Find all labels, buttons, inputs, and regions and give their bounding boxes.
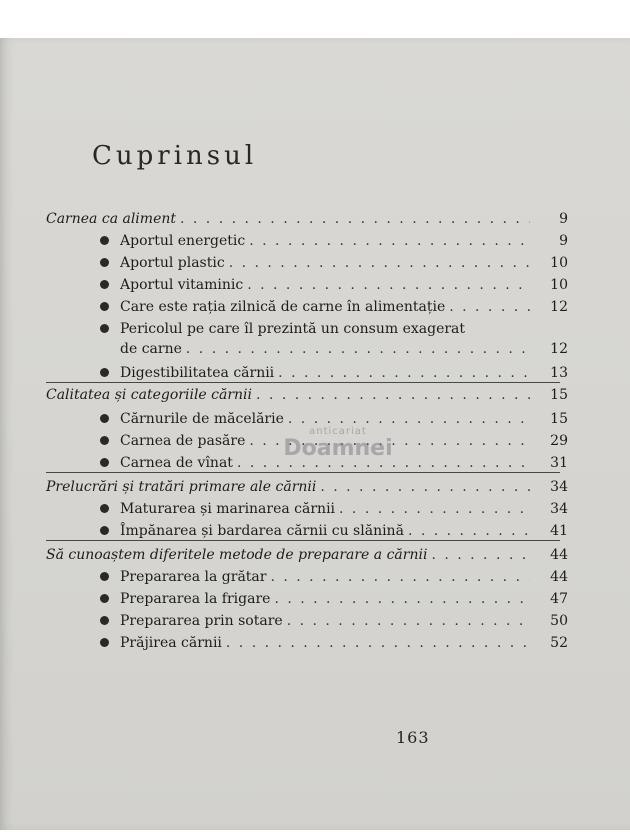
bullet-icon (100, 280, 109, 289)
item-title: Carnea de pasăre (120, 433, 246, 449)
item-title: Pericolul pe care îl prezintă un consum exagerat (120, 321, 466, 337)
section-page-number: 15 (550, 387, 568, 403)
item-page-number: 44 (550, 569, 568, 585)
dot-leader (180, 208, 530, 230)
item-title: Digestibilitatea cărnii (120, 365, 275, 381)
item-title: Carnea de vînat (120, 455, 233, 471)
item-page-number: 12 (550, 341, 568, 357)
bullet-icon (100, 572, 109, 581)
toc-section-heading (46, 208, 568, 230)
bullet-icon (100, 414, 109, 423)
item-page-number: 50 (550, 613, 568, 629)
dot-leader (287, 610, 530, 632)
item-page-number: 15 (550, 411, 568, 427)
dot-leader (431, 544, 530, 566)
toc-item (120, 296, 568, 318)
watermark-small-text: anticariat (309, 426, 367, 437)
section-page-number: 9 (559, 211, 568, 227)
toc-item (120, 362, 568, 384)
toc-section-heading (46, 544, 568, 566)
toc-item (120, 230, 568, 252)
item-page-number: 52 (550, 635, 568, 651)
bullet-icon (100, 616, 109, 625)
watermark-big-text: Doamnei (283, 436, 393, 461)
section-title: Carnea ca aliment (46, 211, 176, 227)
item-title: Aportul plastic (120, 255, 225, 271)
bullet-icon (100, 436, 109, 445)
bullet-icon (100, 526, 109, 535)
page-title: Cuprinsul (92, 141, 258, 171)
section-title: Prelucrări și tratări primare ale cărnii (46, 479, 317, 495)
watermark-logo (278, 426, 398, 488)
item-page-number: 10 (550, 277, 568, 293)
item-page-number: 29 (550, 433, 568, 449)
toc-item-continuation (120, 338, 568, 360)
section-title: Calitatea și categoriile cărnii (46, 387, 253, 403)
toc-item (120, 566, 568, 588)
bullet-icon (100, 368, 109, 377)
bullet-icon (100, 638, 109, 647)
item-page-number: 31 (550, 455, 568, 471)
dot-leader (449, 296, 530, 318)
dot-leader (408, 520, 530, 542)
dot-leader (274, 588, 530, 610)
bullet-icon (100, 458, 109, 467)
section-page-number: 44 (550, 547, 568, 563)
dot-leader (256, 384, 530, 406)
section-divider (46, 540, 560, 541)
dot-leader (247, 274, 530, 296)
item-title: Maturarea și marinarea cărnii (120, 501, 336, 517)
dot-leader (226, 632, 530, 654)
item-title-continuation: de carne (120, 341, 182, 357)
toc-section-heading (46, 384, 568, 406)
item-title: Aportul energetic (120, 233, 246, 249)
item-page-number: 13 (550, 365, 568, 381)
bullet-icon (100, 504, 109, 513)
dot-leader (270, 566, 530, 588)
dot-leader (249, 230, 530, 252)
item-title: Prăjirea cărnii (120, 635, 222, 651)
item-page-number: 41 (550, 523, 568, 539)
toc-item (120, 610, 568, 632)
section-page-number: 34 (550, 479, 568, 495)
item-page-number: 9 (559, 233, 568, 249)
item-title: Aportul vitaminic (120, 277, 244, 293)
dot-leader (229, 252, 530, 274)
section-title: Să cunoaștem diferitele metode de preparare a cărnii (46, 547, 428, 563)
item-title: Prepararea la grătar (120, 569, 267, 585)
toc-item (120, 588, 568, 610)
toc-item (120, 252, 568, 274)
section-divider (46, 382, 560, 383)
item-title: Împănarea și bardarea cărnii cu slănină (120, 523, 404, 539)
bullet-icon (100, 324, 109, 333)
bullet-icon (100, 236, 109, 245)
toc-item (120, 498, 568, 520)
page-number: 163 (396, 728, 430, 747)
toc-item (120, 632, 568, 654)
toc-item (120, 318, 568, 340)
item-title: Prepararea prin sotare (120, 613, 283, 629)
dot-leader (186, 338, 530, 360)
item-page-number: 47 (550, 591, 568, 607)
item-page-number: 12 (550, 299, 568, 315)
item-page-number: 10 (550, 255, 568, 271)
item-title: Care este rația zilnică de carne în alimentație (120, 299, 446, 315)
bullet-icon (100, 594, 109, 603)
toc-item (120, 520, 568, 542)
dot-leader (278, 362, 530, 384)
toc-item (120, 274, 568, 296)
bullet-icon (100, 258, 109, 267)
item-title: Cărnurile de măcelărie (120, 411, 284, 427)
item-page-number: 34 (550, 501, 568, 517)
item-title: Prepararea la frigare (120, 591, 271, 607)
bullet-icon (100, 302, 109, 311)
book-page (0, 38, 630, 830)
dot-leader (339, 498, 530, 520)
